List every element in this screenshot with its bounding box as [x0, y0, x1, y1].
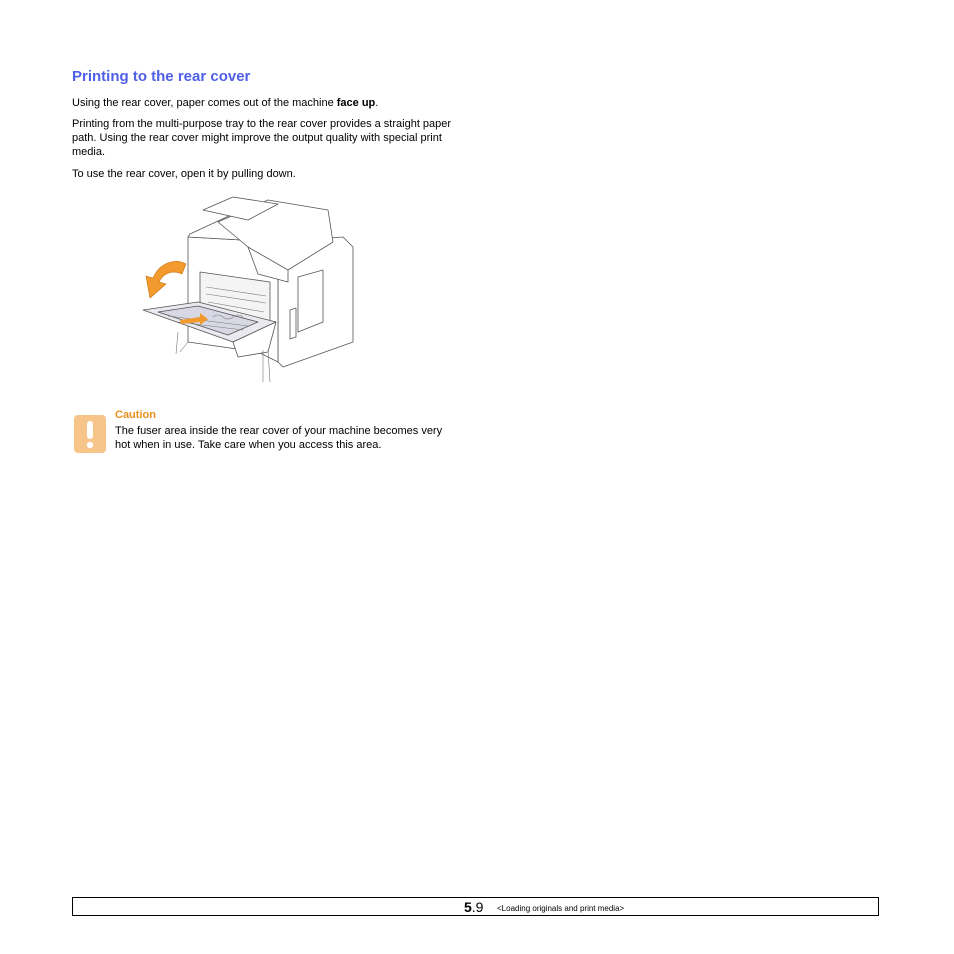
- running-title: <Loading originals and print media>: [497, 904, 625, 913]
- paragraph-straight-path: Printing from the multi-purpose tray to the rear cover provides a straight paper path. Using the rear cover might improve the output quality with special print media.: [72, 118, 452, 158]
- chapter-number: 5: [464, 899, 472, 915]
- section-title: Printing to the rear cover: [72, 68, 251, 85]
- caution-text: The fuser area inside the rear cover of your machine becomes very hot when in use. Take care when you access this area.: [115, 425, 443, 451]
- printer-rear-cover-illustration: [138, 192, 363, 387]
- caution-icon: [74, 415, 106, 453]
- caution-title: Caution: [115, 409, 156, 421]
- paragraph-face-up-text: Using the rear cover, paper comes out of the machine: [72, 97, 337, 109]
- paragraph-face-up-end: .: [375, 97, 379, 109]
- page-footer: [72, 897, 879, 916]
- page-index: .9: [471, 899, 484, 915]
- page-number: [464, 899, 483, 915]
- paragraph-face-up: [72, 96, 452, 110]
- paragraph-face-up-bold: face up: [336, 97, 376, 109]
- pull-arrow-icon: [146, 261, 186, 298]
- paragraph-open-instruction: To use the rear cover, open it by pulling down.: [72, 168, 296, 180]
